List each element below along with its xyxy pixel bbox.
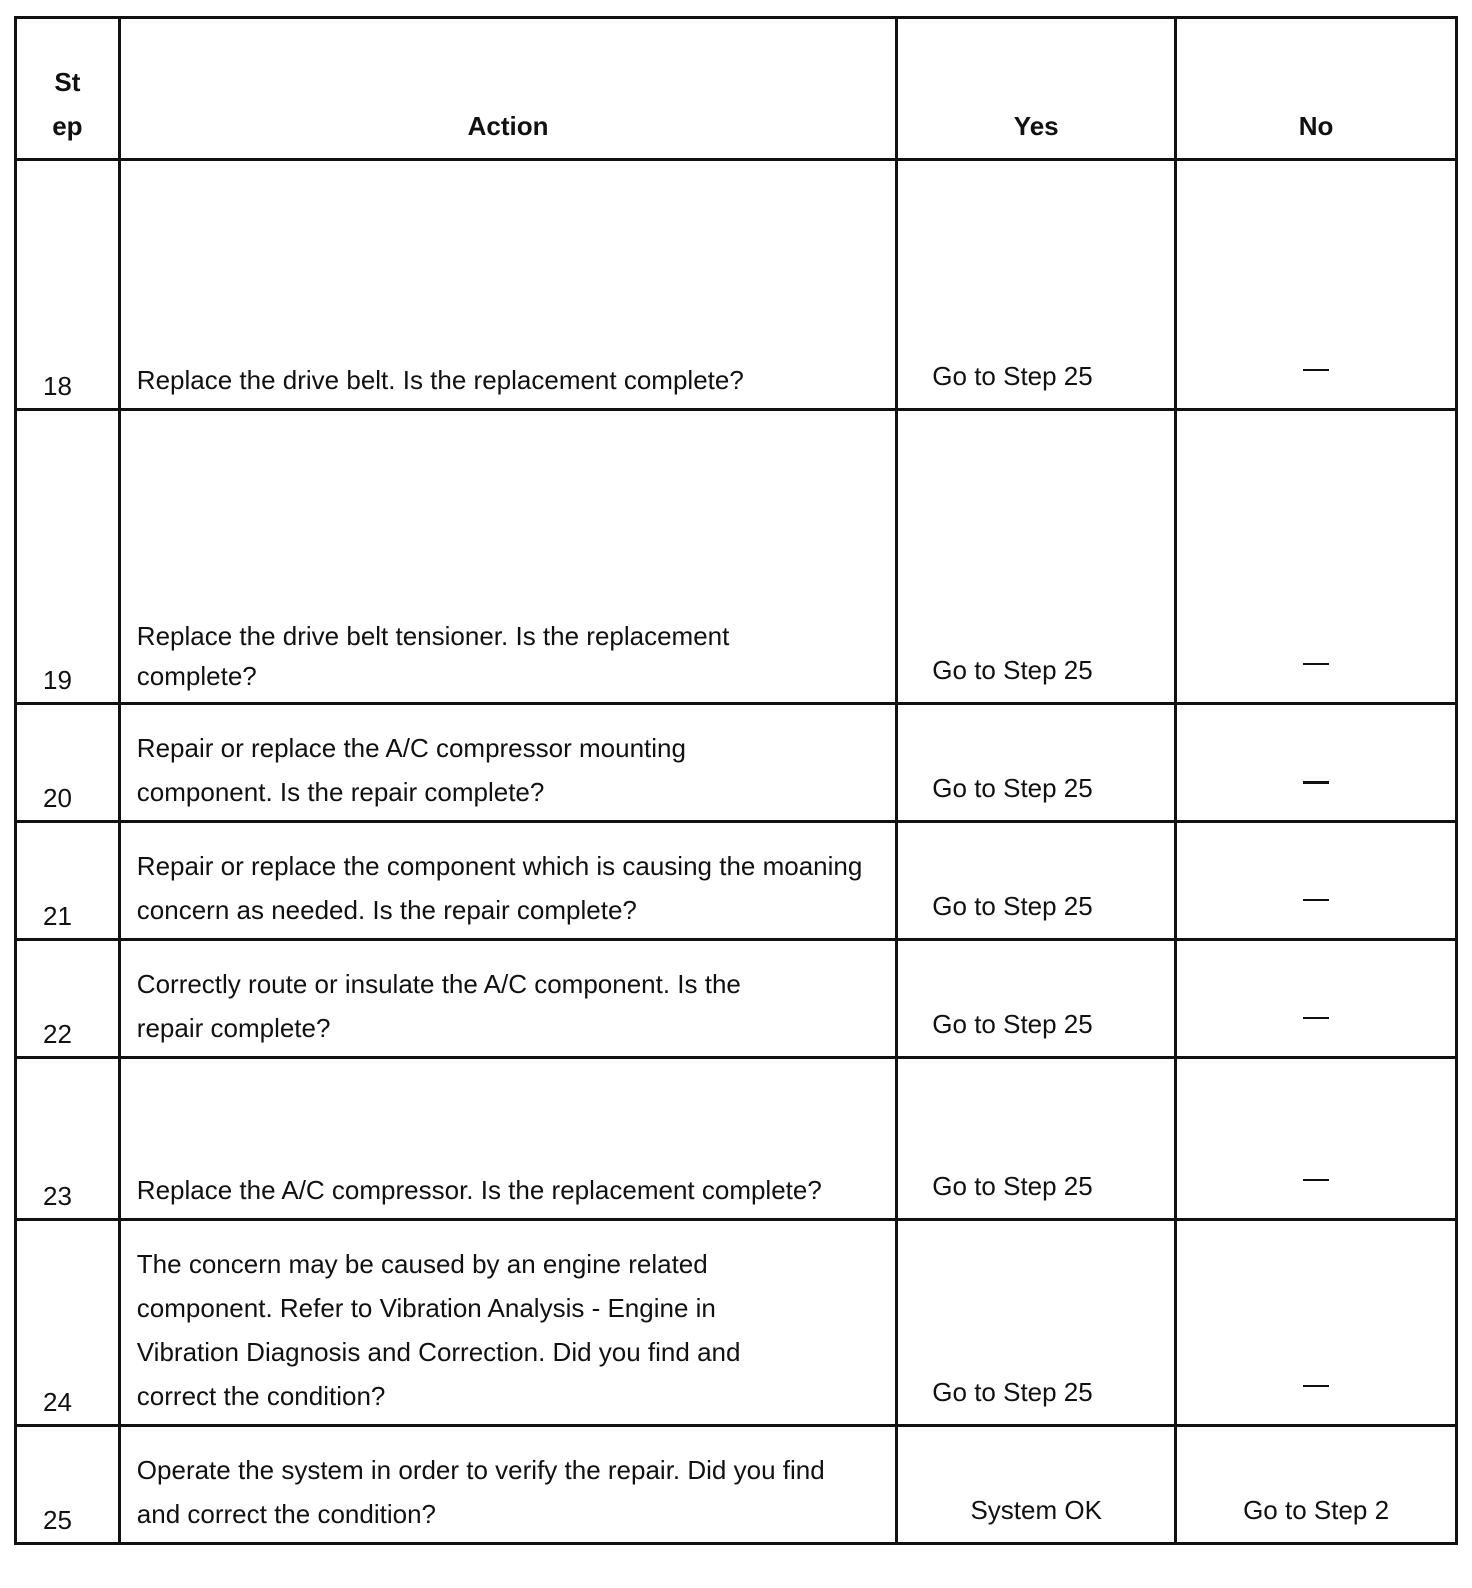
table-row [16, 822, 1457, 940]
step-number: 25 [16, 1426, 120, 1544]
no-result [1176, 940, 1457, 1058]
no-result [1176, 704, 1457, 822]
step-number: 19 [16, 410, 120, 704]
step-number: 22 [16, 940, 120, 1058]
no-result [1176, 160, 1457, 410]
no-result [1176, 410, 1457, 704]
yes-result: System OK [897, 1426, 1176, 1544]
no-result [1176, 822, 1457, 940]
yes-result: Go to Step 25 [897, 822, 1176, 940]
action-text: Repair or replace the A/C compressor mounting component. Is the repair complete? [119, 704, 896, 822]
step-number: 18 [16, 160, 120, 410]
no-result [1176, 1058, 1457, 1220]
table-header-row [16, 18, 1457, 160]
action-text: Operate the system in order to verify the repair. Did you find and correct the condition? [119, 1426, 896, 1544]
em-dash [1303, 1179, 1329, 1181]
diagnostic-table [14, 16, 1458, 1545]
em-dash [1303, 899, 1329, 901]
em-dash [1303, 781, 1329, 784]
table-row [16, 1426, 1457, 1544]
table-row [16, 1220, 1457, 1426]
yes-result: Go to Step 25 [897, 940, 1176, 1058]
header-step [16, 18, 120, 160]
table-row [16, 704, 1457, 822]
header-action: Action [119, 18, 896, 160]
step-number: 21 [16, 822, 120, 940]
table-row [16, 1058, 1457, 1220]
em-dash [1303, 369, 1329, 371]
yes-result: Go to Step 25 [897, 704, 1176, 822]
em-dash [1303, 663, 1329, 665]
table-row [16, 940, 1457, 1058]
action-text: Repair or replace the component which is causing the moaning concern as needed. Is the repair complete? [119, 822, 896, 940]
em-dash [1303, 1385, 1329, 1387]
no-result: Go to Step 2 [1176, 1426, 1457, 1544]
em-dash [1303, 1017, 1329, 1019]
action-text: Replace the drive belt tensioner. Is the replacement complete? [119, 410, 896, 704]
action-text: The concern may be caused by an engine related component. Refer to Vibration Analysis - Engine in Vibration Diagnosis and Correction. Did you find and correct the condition? [119, 1220, 896, 1426]
yes-result: Go to Step 25 [897, 410, 1176, 704]
action-text: Replace the A/C compressor. Is the replacement complete? [119, 1058, 896, 1220]
header-step-line1: St [54, 67, 81, 97]
table-row [16, 410, 1457, 704]
yes-result: Go to Step 25 [897, 160, 1176, 410]
header-step-line2: ep [52, 111, 83, 141]
step-number: 24 [16, 1220, 120, 1426]
header-no: No [1176, 18, 1457, 160]
header-yes: Yes [897, 18, 1176, 160]
action-text: Replace the drive belt. Is the replacement complete? [119, 160, 896, 410]
yes-result: Go to Step 25 [897, 1220, 1176, 1426]
no-result [1176, 1220, 1457, 1426]
action-text: Correctly route or insulate the A/C component. Is the repair complete? [119, 940, 896, 1058]
yes-result: Go to Step 25 [897, 1058, 1176, 1220]
step-number: 20 [16, 704, 120, 822]
table-row [16, 160, 1457, 410]
step-number: 23 [16, 1058, 120, 1220]
